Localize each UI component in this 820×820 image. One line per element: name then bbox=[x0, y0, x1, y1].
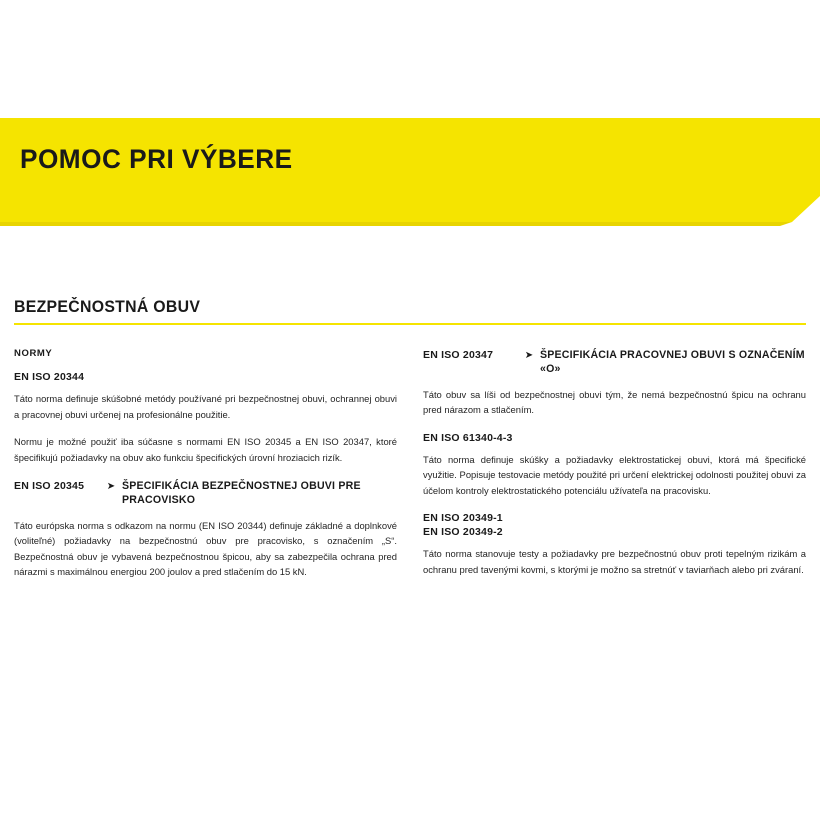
arrow-right-icon: ➤ bbox=[106, 481, 116, 493]
spec-heading: ŠPECIFIKÁCIA BEZPEČNOSTNEJ OBUVI PRE PRACOVISKO bbox=[122, 480, 361, 507]
norm-paragraph: Táto európska norma s odkazom na normu (EN ISO 20344) definuje základné a doplnkové (voliteľné) požiadavky na bezpečnostnú obuv pre pracovisko, s označením „S“. Bezpečnostná obuv je vybavená bezpečnostnou špicou, aby sa zabezpečila ochrana pred nárazmi s maximálnou energiou 200 joulov a pred stlačením do 15 kN. bbox=[14, 519, 397, 578]
section-header bbox=[14, 298, 806, 325]
norm-block-20349 bbox=[423, 512, 806, 577]
norm-block-61340 bbox=[423, 432, 806, 499]
spec-row bbox=[14, 479, 397, 508]
spacer bbox=[423, 498, 806, 512]
norm-paragraph: Táto norma definuje skúšky a požiadavky elektrostatickej obuvi, ktorá má špecifické využitie. Popisuje testovacie metódy použité pri určení elektrickej odolnosti použitej obuvi za účelom kontroly elektrostatického potenciálu užívateľa na pracovisku. bbox=[423, 453, 806, 496]
norm-code: EN ISO 20344 bbox=[14, 371, 85, 383]
norm-paragraph: Normu je možné použiť iba súčasne s normami EN ISO 20345 a EN ISO 20347, ktoré špecifikujú požiadavky na obuv ako funkciu špecifických úrovní hroziacich rizík. bbox=[14, 436, 397, 463]
norm-code: EN ISO 20345 bbox=[14, 480, 85, 493]
norm-code-secondary: EN ISO 20349-2 bbox=[423, 526, 503, 539]
norm-code: EN ISO 20349-1 bbox=[423, 512, 503, 525]
page-title: BEZPEČNOSTNÁ OBUV bbox=[14, 298, 201, 316]
spec-heading: ŠPECIFIKÁCIA PRACOVNEJ OBUVI S OZNAČENÍM «O» bbox=[540, 349, 805, 376]
arrow-right-icon: ➤ bbox=[524, 350, 534, 361]
norm-code: EN ISO 61340-4-3 bbox=[423, 431, 513, 444]
norm-paragraph: Táto norma definuje skúšobné metódy používané pri bezpečnostnej obuvi, ochrannej obuvi a pracovnej obuvi určenej na profesionálne použitie. bbox=[14, 393, 397, 420]
spacer bbox=[423, 418, 806, 432]
page-banner bbox=[0, 118, 820, 226]
norm-paragraph: Táto norma stanovuje testy a požiadavky pre bezpečnostnú obuv proti tepelným rizikám a ochranu pred tavenými kovmi, s ktorými je možno sa stretnúť v taviarňach alebo pri zváraní. bbox=[423, 548, 806, 575]
spec-row bbox=[423, 348, 806, 377]
norm-block-20344 bbox=[14, 371, 397, 465]
norm-block-20345 bbox=[14, 479, 397, 580]
norm-paragraph: Táto obuv sa líši od bezpečnostnej obuvi tým, že nemá bezpečnostnú špicu na ochranu pred nárazom a stlačením. bbox=[423, 388, 806, 416]
left-column-kicker: NORMY bbox=[14, 348, 53, 359]
right-column bbox=[423, 348, 806, 580]
left-column bbox=[14, 348, 397, 580]
spacer bbox=[14, 465, 397, 479]
norm-block-20347 bbox=[423, 348, 806, 418]
norm-code: EN ISO 20347 bbox=[423, 349, 494, 361]
section-divider bbox=[14, 323, 806, 325]
content-columns bbox=[14, 348, 806, 580]
banner-title: POMOC PRI VÝBERE bbox=[20, 144, 293, 174]
